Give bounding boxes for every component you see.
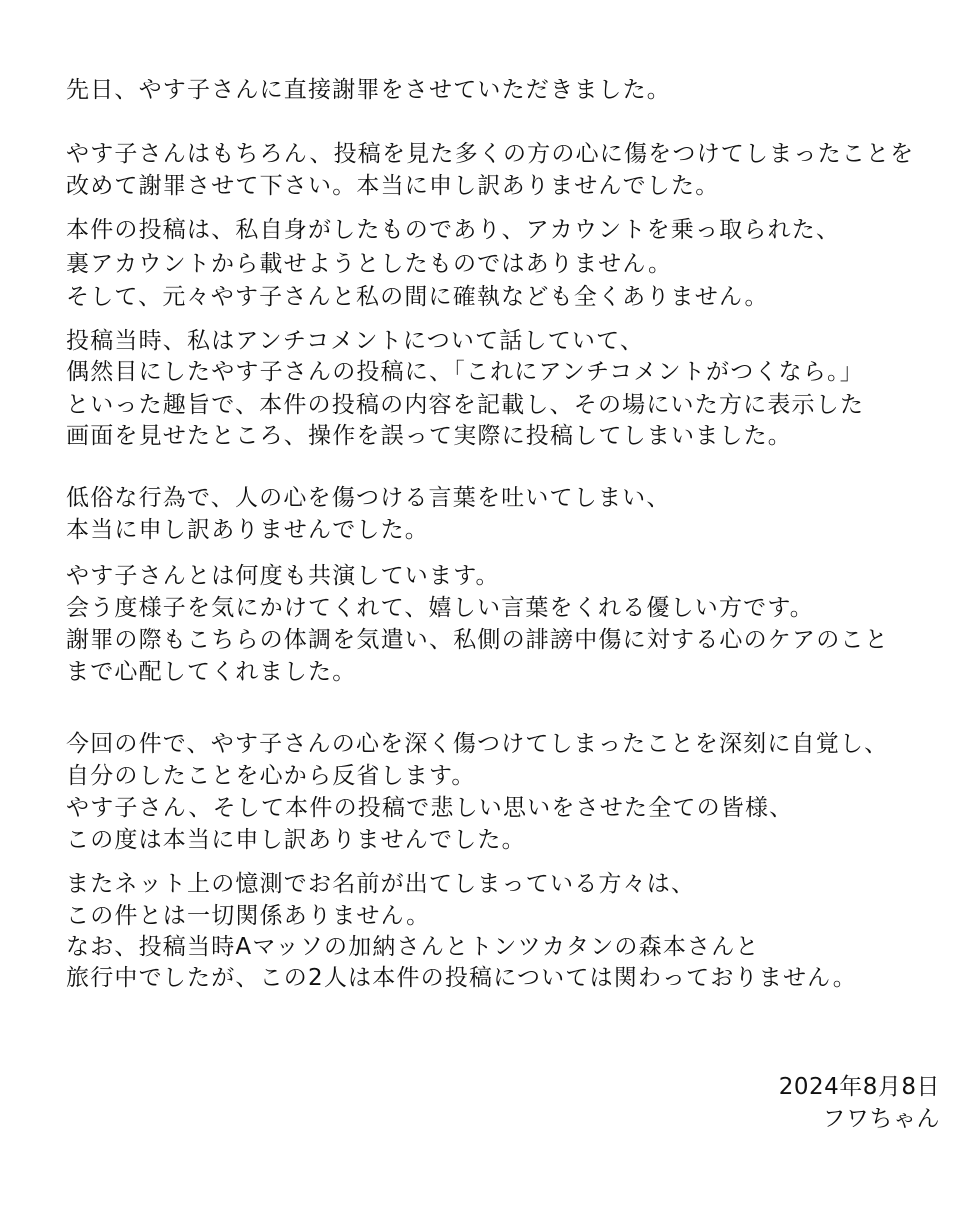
- text-line: 偶然目にしたやす子さんの投稿に、「これにアンチコメントがつくなら。」: [66, 359, 864, 385]
- text-line: またネット上の憶測でお名前が出てしまっている方々は、: [66, 871, 696, 897]
- text-line: やす子さん、そして本件の投稿で悲しい思いをさせた全ての皆様、: [66, 795, 794, 821]
- text-line: なお、投稿当時Aマッソの加納さんとトンツカタンの森本さんと: [66, 934, 760, 960]
- text-line: 画面を見せたところ、操作を誤って実際に投稿してしまいました。: [66, 423, 792, 449]
- text-line: といった趣旨で、本件の投稿の内容を記載し、その場にいた方に表示した: [66, 392, 865, 418]
- text-line: 先日、やす子さんに直接謝罪をさせていただきました。: [66, 77, 671, 103]
- text-line: 会う度様子を気にかけてくれて、嬉しい言葉をくれる優しい方です。: [66, 595, 814, 621]
- text-line: 改めて謝罪させて下さい。本当に申し訳ありませんでした。: [66, 173, 720, 199]
- signature-date: 2024年8月8日: [778, 1074, 940, 1100]
- text-line: 裏アカウントから載せようとしたものではありません。: [66, 251, 673, 277]
- signature-name: フワちゃん: [822, 1106, 940, 1132]
- text-line: やす子さんとは何度も共演しています。: [66, 563, 500, 589]
- text-line: 投稿当時、私はアンチコメントについて話していて、: [66, 328, 645, 354]
- text-line: やす子さんはもちろん、投稿を見た多くの方の心に傷をつけてしまったことを: [66, 141, 915, 167]
- text-line: 本件の投稿は、私自身がしたものであり、アカウントを乗っ取られた、: [66, 217, 841, 243]
- text-line: 今回の件で、やす子さんの心を深く傷つけてしまったことを深刻に自覚し、: [66, 731, 889, 757]
- text-line: そして、元々やす子さんと私の間に確執なども全くありません。: [66, 284, 769, 310]
- text-line: この度は本当に申し訳ありませんでした。: [66, 827, 526, 853]
- text-line: この件とは一切関係ありません。: [66, 903, 431, 929]
- text-line: 本当に申し訳ありませんでした。: [66, 517, 429, 543]
- text-line: 旅行中でしたが、この2人は本件の投稿については関わっておりません。: [66, 965, 857, 991]
- text-line: 低俗な行為で、人の心を傷つける言葉を吐いてしまい、: [66, 485, 671, 511]
- text-line: まで心配してくれました。: [66, 659, 357, 685]
- text-line: 謝罪の際もこちらの体調を気遣い、私側の誹謗中傷に対する心のケアのこと: [66, 627, 889, 653]
- text-line: 自分のしたことを心から反省します。: [66, 763, 476, 789]
